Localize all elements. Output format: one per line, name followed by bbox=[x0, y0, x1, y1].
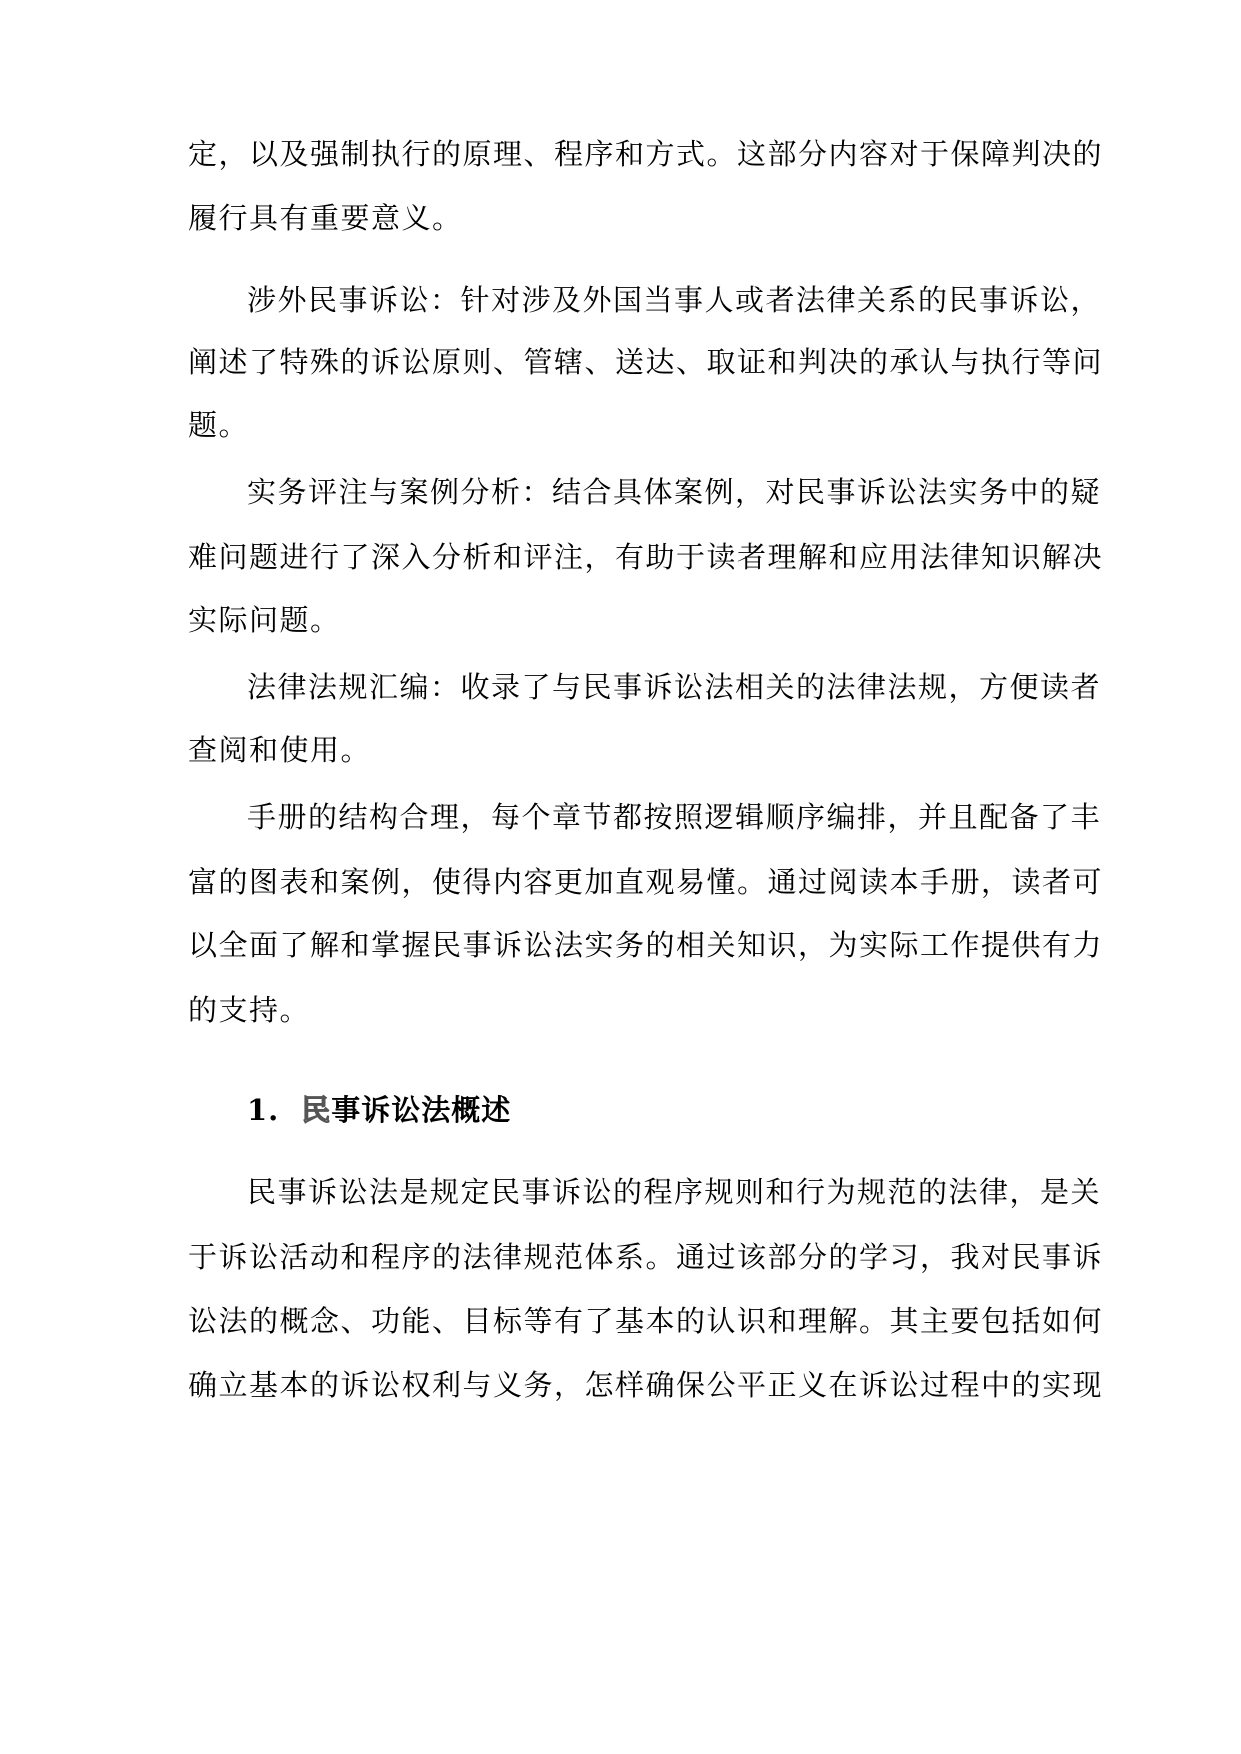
section-heading bbox=[247, 1090, 511, 1130]
paragraph-line: 法律法规汇编：收录了与民事诉讼法相关的法律法规，方便读者 bbox=[247, 670, 1102, 704]
paragraph-line: 涉外民事诉讼：针对涉及外国当事人或者法律关系的民事诉讼， bbox=[247, 283, 1102, 317]
paragraph-line: 确立基本的诉讼权利与义务，怎样确保公平正义在诉讼过程中的实现 bbox=[188, 1368, 1104, 1402]
paragraph-line: 的支持。 bbox=[188, 993, 311, 1027]
paragraph-line: 实际问题。 bbox=[188, 603, 341, 637]
paragraph-line: 难问题进行了深入分析和评注，有助于读者理解和应用法律知识解决 bbox=[188, 540, 1104, 574]
paragraph-line: 以全面了解和掌握民事诉讼法实务的相关知识，为实际工作提供有力 bbox=[188, 928, 1104, 962]
paragraph-line: 讼法的概念、功能、目标等有了基本的认识和理解。其主要包括如何 bbox=[188, 1304, 1104, 1338]
paragraph-line: 实务评注与案例分析：结合具体案例，对民事诉讼法实务中的疑 bbox=[247, 475, 1102, 509]
paragraph-line: 阐述了特殊的诉讼原则、管辖、送达、取证和判决的承认与执行等问 bbox=[188, 345, 1104, 379]
paragraph-line: 定，以及强制执行的原理、程序和方式。这部分内容对于保障判决的 bbox=[188, 137, 1104, 171]
paragraph-line: 手册的结构合理，每个章节都按照逻辑顺序编排，并且配备了丰 bbox=[247, 800, 1102, 834]
paragraph-line: 履行具有重要意义。 bbox=[188, 201, 463, 235]
section-title-first-char: 民 bbox=[301, 1093, 332, 1127]
paragraph-line: 富的图表和案例，使得内容更加直观易懂。通过阅读本手册，读者可 bbox=[188, 865, 1104, 899]
paragraph-line: 查阅和使用。 bbox=[188, 733, 372, 767]
paragraph-line: 于诉讼活动和程序的法律规范体系。通过该部分的学习，我对民事诉 bbox=[188, 1240, 1104, 1274]
section-number: 1. bbox=[247, 1093, 280, 1127]
section-title: 事诉讼法概述 bbox=[331, 1093, 512, 1127]
paragraph-line: 题。 bbox=[188, 408, 250, 442]
paragraph-line: 民事诉讼法是规定民事诉讼的程序规则和行为规范的法律，是关 bbox=[247, 1175, 1102, 1209]
